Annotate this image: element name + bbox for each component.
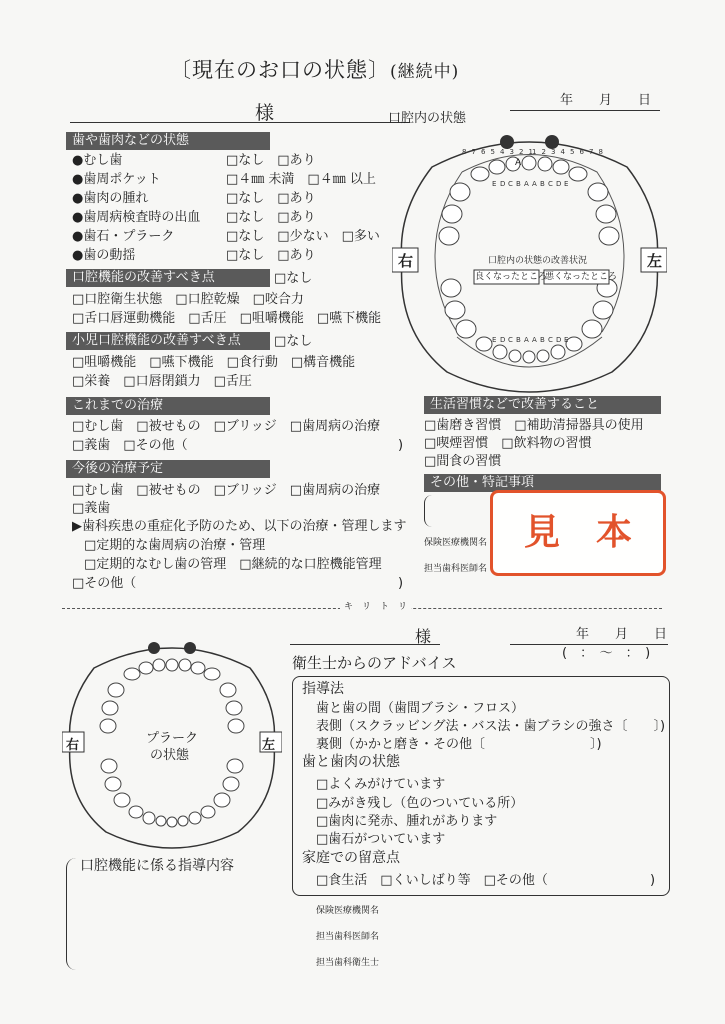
- advice-c1-close: ): [650, 873, 656, 888]
- patient-sama: 様: [255, 102, 275, 124]
- advice-h3: 家庭での留意点: [302, 850, 400, 866]
- b-name-line: [290, 644, 440, 645]
- deciduous-label: E: [564, 180, 569, 188]
- tooth-number-label: 5: [490, 148, 495, 156]
- advice-a1: 歯と歯の間（歯間ブラシ・フロス）: [316, 701, 525, 716]
- deciduous-label: E: [492, 180, 497, 188]
- advice-a3-close: 〕): [590, 737, 602, 752]
- deciduous-label: E: [492, 336, 497, 344]
- title-sub: (継続中): [390, 62, 460, 82]
- tooth-number-label: 6: [579, 148, 584, 156]
- b-hygienist: 担当歯科衛生士: [316, 958, 380, 968]
- advice-b2[interactable]: □みがき残し（色のついている所）: [316, 796, 524, 811]
- s3-header: 小児口腔機能の改善すべき点: [66, 332, 270, 350]
- s6-line3[interactable]: □間食の習慣: [424, 454, 502, 469]
- s6-line2[interactable]: □喫煙習慣 □飲料物の習慣: [424, 436, 592, 451]
- b-right-label: 右: [66, 738, 80, 753]
- s5-line5[interactable]: □定期的なむし歯の管理 □継続的な口腔機能管理: [84, 557, 382, 572]
- tooth-number-label: 4: [560, 148, 565, 156]
- s1-row-opts[interactable]: □なし □あり: [226, 248, 316, 263]
- s1-row-opts[interactable]: □なし □少ない □多い: [226, 229, 380, 244]
- b-institution: 保険医療機関名: [316, 906, 380, 916]
- s3-line1[interactable]: □咀嚼機能 □嚥下機能 □食行動 □構音機能: [72, 355, 356, 370]
- s5-line3: ▶歯科疾患の重症化予防のため、以下の治療・管理します: [72, 519, 407, 534]
- s1-row-opts[interactable]: □なし □あり: [226, 153, 316, 168]
- advice-title: 衛生士からのアドバイス: [292, 654, 457, 672]
- s5-close: ): [398, 576, 404, 591]
- s6-line1[interactable]: □歯磨き習慣 □補助清掃器具の使用: [424, 418, 644, 433]
- deciduous-label: C: [508, 180, 513, 188]
- deciduous-label: C: [548, 180, 553, 188]
- b-time: ( ： 〜 ： ): [562, 646, 651, 661]
- date-line: [510, 110, 660, 111]
- advice-a3: 裏側（かかと磨き・その他〔: [316, 737, 486, 752]
- upper-deciduous-label: A: [515, 158, 526, 168]
- b-sama: 様: [415, 627, 432, 646]
- deciduous-label: C: [508, 336, 513, 344]
- s7-header: その他・特記事項: [424, 474, 661, 492]
- right-label: 右: [398, 252, 414, 270]
- deciduous-label: A: [524, 180, 529, 188]
- tooth-number-label: 2: [519, 148, 524, 156]
- s7-institution: 保険医療機関名: [424, 538, 488, 548]
- s2-header: 口腔機能の改善すべき点: [66, 269, 270, 287]
- deciduous-label: D: [500, 180, 506, 188]
- deciduous-label: E: [564, 336, 569, 344]
- s5-line4[interactable]: □定期的な歯周病の治療・管理: [84, 538, 266, 553]
- s1-row-label: ●むし歯: [72, 153, 123, 168]
- deciduous-label: A: [532, 336, 537, 344]
- oral-guidance-title: 口腔機能に係る指導内容: [80, 858, 234, 874]
- s1-header: 歯や歯肉などの状態: [66, 132, 270, 150]
- s1-row-label: ●歯肉の腫れ: [72, 191, 149, 206]
- s4-header: これまでの治療: [66, 397, 270, 415]
- deciduous-label: C: [548, 336, 553, 344]
- s4-close: ): [398, 438, 404, 453]
- s3-line2[interactable]: □栄養 □口唇閉鎖力 □舌圧: [72, 374, 252, 389]
- deciduous-label: A: [524, 336, 529, 344]
- kiritori-label: キ リ ト リ: [340, 602, 411, 613]
- s1-row-label: ●歯石・プラーク: [72, 229, 175, 244]
- plaque-label-1: プラーク: [146, 731, 199, 746]
- s2-none[interactable]: □なし: [274, 271, 313, 286]
- s7-dentist: 担当歯科医師名: [424, 564, 488, 574]
- tooth-number-label: 2: [541, 148, 546, 156]
- deciduous-label: B: [516, 336, 521, 344]
- tooth-number-label: 3: [509, 148, 514, 156]
- deciduous-label: B: [540, 180, 545, 188]
- advice-b4[interactable]: □歯石がついています: [316, 832, 446, 847]
- deciduous-label: A: [532, 180, 537, 188]
- deciduous-label: D: [556, 180, 562, 188]
- s5-line1[interactable]: □むし歯 □被せもの □ブリッジ □歯周病の治療: [72, 483, 381, 498]
- s4-line1[interactable]: □むし歯 □被せもの □ブリッジ □歯周病の治療: [72, 419, 381, 434]
- advice-h1: 指導法: [302, 681, 344, 697]
- advice-h2: 歯と歯肉の状態: [302, 754, 400, 770]
- tooth-number-label: 1: [528, 148, 533, 156]
- b-dentist: 担当歯科医師名: [316, 932, 380, 942]
- tooth-number-label: 3: [551, 148, 556, 156]
- tooth-number-label: 5: [570, 148, 575, 156]
- s3-none[interactable]: □なし: [274, 334, 313, 349]
- mouth-center-label: 口腔内の状態の改善状況: [488, 256, 588, 266]
- left-label: 左: [647, 252, 663, 270]
- deciduous-label: B: [540, 336, 545, 344]
- s6-header: 生活習慣などで改善すること: [424, 396, 661, 414]
- plaque-label-2: の状態: [150, 748, 190, 763]
- advice-a2: 表側（スクラッビング法・バス法・歯ブラシの強さ〔 〕): [316, 719, 666, 734]
- advice-b1[interactable]: □よくみがけています: [316, 777, 446, 792]
- s5-header: 今後の治療予定: [66, 460, 270, 478]
- s5-line2[interactable]: □義歯: [72, 501, 111, 516]
- b-date: 年 月 日: [576, 627, 668, 642]
- s1-row-label: ●歯の動揺: [72, 248, 136, 263]
- advice-c1[interactable]: □食生活 □くいしばり等 □その他（: [316, 873, 548, 888]
- deciduous-label: B: [516, 180, 521, 188]
- s5-line6[interactable]: □その他（: [72, 576, 137, 591]
- s1-row-opts[interactable]: □なし □あり: [226, 191, 316, 206]
- sample-stamp: 見 本: [490, 490, 666, 576]
- worse-label: 悪くなったところ: [545, 272, 618, 282]
- s4-line2[interactable]: □義歯 □その他（: [72, 438, 188, 453]
- date-top: 年 月 日: [560, 93, 652, 108]
- tooth-number-label: 8: [598, 148, 603, 156]
- b-left-label: 左: [262, 738, 276, 753]
- page-title: [170, 54, 459, 84]
- s1-row-opts[interactable]: □４㎜ 未満 □４㎜ 以上: [226, 172, 376, 187]
- advice-b3[interactable]: □歯肉に発赤、腫れがあります: [316, 814, 498, 829]
- s1-row-label: ●歯周病検査時の出血: [72, 210, 201, 225]
- s2-line2[interactable]: □舌口唇運動機能 □舌圧 □咀嚼機能 □嚥下機能: [72, 311, 382, 326]
- deciduous-label: D: [500, 336, 506, 344]
- s1-row-label: ●歯周ポケット: [72, 172, 161, 187]
- s1-row-opts[interactable]: □なし □あり: [226, 210, 316, 225]
- tooth-number-label: 8: [462, 148, 467, 156]
- tooth-number-label: 7: [471, 148, 476, 156]
- tooth-number-label: 7: [589, 148, 594, 156]
- title-main: 〔現在のお口の状態〕: [170, 58, 390, 82]
- better-label: 良くなったところ: [475, 272, 548, 282]
- s2-line1[interactable]: □口腔衛生状態 □口腔乾燥 □咬合力: [72, 292, 304, 307]
- tooth-number-label: 6: [481, 148, 486, 156]
- oral-state-label: 口腔内の状態: [388, 111, 467, 126]
- tooth-number-label: 1: [532, 148, 537, 156]
- tooth-number-label: 4: [500, 148, 505, 156]
- deciduous-label: D: [556, 336, 562, 344]
- name-line: [70, 122, 410, 123]
